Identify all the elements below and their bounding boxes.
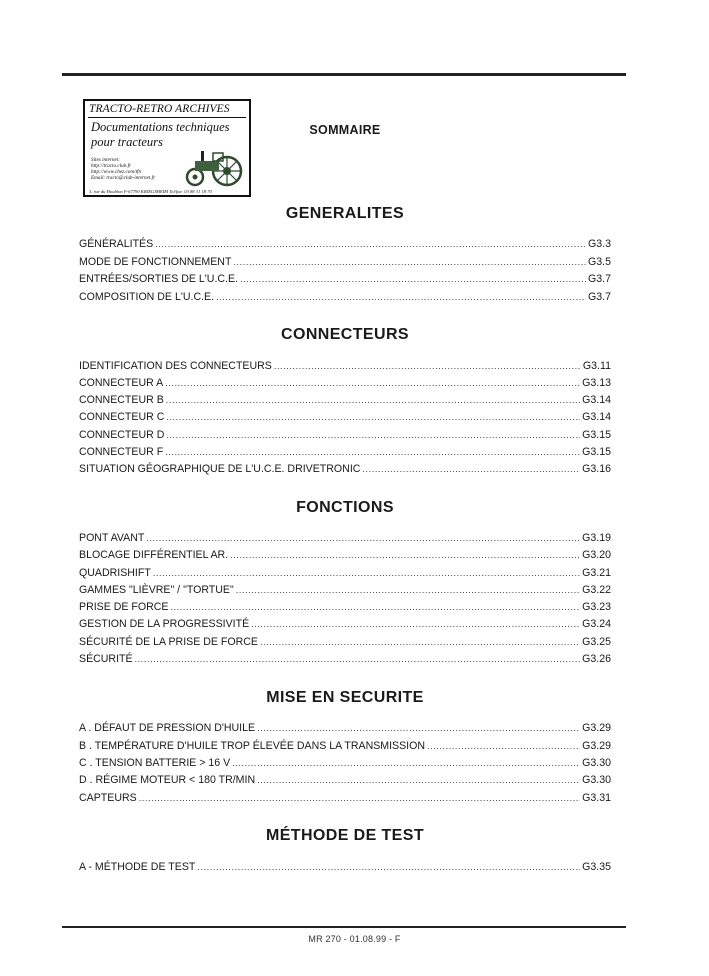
page-title: SOMMAIRE bbox=[309, 123, 381, 137]
toc-entry-page: G3.15 bbox=[582, 446, 611, 458]
toc-entry-page: G3.15 bbox=[582, 429, 611, 441]
toc-entry-page: G3.14 bbox=[582, 394, 611, 406]
toc-entry bbox=[79, 652, 611, 666]
dot-leader bbox=[251, 617, 580, 631]
toc-entry bbox=[79, 548, 611, 562]
toc-entry bbox=[79, 462, 611, 476]
dot-leader bbox=[170, 600, 580, 614]
toc-entry bbox=[79, 290, 611, 304]
toc-entry bbox=[79, 600, 611, 614]
toc-entry-label: A . DÉFAUT DE PRESSION D'HUILE bbox=[79, 722, 256, 734]
toc-entry bbox=[79, 359, 611, 373]
logo-site-2: http://www.chez.com/tfn bbox=[91, 169, 142, 175]
toc-entry-label: CONNECTEUR F bbox=[79, 446, 164, 458]
logo-sites-label: Sites internet: bbox=[91, 157, 120, 163]
dot-leader bbox=[230, 548, 580, 562]
logo-address: 3, rue du Houblon F-67790 KRIEGSHEIM Tel/fax: 03 88 31 18 70 bbox=[89, 189, 212, 194]
toc-entry-label: D . RÉGIME MOTEUR < 180 TR/MIN bbox=[79, 774, 256, 786]
logo-line-2: pour tracteurs bbox=[91, 135, 163, 149]
logo-email: Email: tracto@club-internet.fr bbox=[91, 175, 156, 181]
section-title-methode-de-test: MÉTHODE DE TEST bbox=[265, 827, 424, 844]
toc-entry-label: CAPTEURS bbox=[79, 792, 137, 804]
toc-entry-label: SÉCURITÉ bbox=[79, 653, 133, 665]
dot-leader bbox=[166, 393, 580, 407]
dot-leader bbox=[139, 791, 580, 805]
logo-divider bbox=[88, 117, 246, 118]
dot-leader bbox=[216, 290, 586, 304]
toc-entry bbox=[79, 410, 611, 424]
dot-leader bbox=[153, 566, 580, 580]
dot-leader bbox=[135, 652, 581, 666]
toc-entry-page: G3.3 bbox=[588, 238, 611, 250]
toc-entry-label: CONNECTEUR B bbox=[79, 394, 164, 406]
toc-entry bbox=[79, 393, 611, 407]
toc-entry-label: CONNECTEUR D bbox=[79, 429, 165, 441]
dot-leader bbox=[236, 583, 580, 597]
dot-leader bbox=[166, 410, 580, 424]
bottom-rule bbox=[62, 926, 626, 928]
toc-entry-page: G3.23 bbox=[582, 601, 611, 613]
logo-site-1: http://tracto.club.fr bbox=[91, 163, 132, 169]
toc-entry-label: B . TEMPÉRATURE D'HUILE TROP ÉLEVÉE DANS LA TRANSMISSION bbox=[79, 740, 426, 752]
section-title-fonctions: FONCTIONS bbox=[296, 499, 394, 516]
toc-entry-label: PONT AVANT bbox=[79, 532, 145, 544]
toc-entry-label: GÉNÉRALITÉS bbox=[79, 238, 154, 250]
toc-entry bbox=[79, 721, 611, 735]
toc-entry-label: MODE DE FONCTIONNEMENT bbox=[79, 256, 232, 268]
toc-entry-label: CONNECTEUR A bbox=[79, 377, 164, 389]
toc-entry bbox=[79, 531, 611, 545]
logo-line-1: Documentations techniques bbox=[91, 120, 230, 134]
toc-entry-page: G3.14 bbox=[582, 411, 611, 423]
toc-entry-page: G3.21 bbox=[582, 567, 611, 579]
toc-entry-label: C . TENSION BATTERIE > 16 V bbox=[79, 757, 231, 769]
dot-leader bbox=[165, 376, 580, 390]
dot-leader bbox=[274, 359, 581, 373]
toc-entry-page: G3.26 bbox=[582, 653, 611, 665]
toc-entry-page: G3.29 bbox=[582, 722, 611, 734]
tractor-icon bbox=[183, 145, 247, 187]
toc-entry-page: G3.11 bbox=[582, 360, 611, 372]
toc-entry bbox=[79, 428, 611, 442]
toc-entry-label: COMPOSITION DE L'U.C.E. bbox=[79, 291, 215, 303]
toc-entry-label: SITUATION GÉOGRAPHIQUE DE L'U.C.E. DRIVETRONIC bbox=[79, 463, 361, 475]
toc-entry-label: CONNECTEUR C bbox=[79, 411, 165, 423]
toc-entry-page: G3.35 bbox=[582, 861, 611, 873]
dot-leader bbox=[146, 531, 580, 545]
section-title-generalites: GENERALITES bbox=[285, 205, 405, 222]
section-title-connecteurs: CONNECTEURS bbox=[281, 326, 409, 343]
toc-entry bbox=[79, 739, 611, 753]
toc-entry bbox=[79, 445, 611, 459]
dot-leader bbox=[166, 428, 580, 442]
toc-entry-label: IDENTIFICATION DES CONNECTEURS bbox=[79, 360, 272, 372]
toc-entry bbox=[79, 272, 611, 286]
toc-entry-page: G3.24 bbox=[582, 618, 611, 630]
toc-entry-label: BLOCAGE DIFFÉRENTIEL AR. bbox=[79, 549, 229, 561]
toc-entry-label: A - MÉTHODE DE TEST bbox=[79, 861, 196, 873]
toc-entry-label: SÉCURITÉ DE LA PRISE DE FORCE bbox=[79, 636, 258, 648]
toc-entry bbox=[79, 756, 611, 770]
toc-entry bbox=[79, 255, 611, 269]
toc-entry bbox=[79, 617, 611, 631]
toc-entry bbox=[79, 635, 611, 649]
toc-entry-label: GESTION DE LA PROGRESSIVITÉ bbox=[79, 618, 250, 630]
dot-leader bbox=[197, 860, 580, 874]
toc-entry-page: G3.29 bbox=[582, 740, 611, 752]
toc-entry bbox=[79, 583, 611, 597]
toc-entry-page: G3.7 bbox=[588, 273, 611, 285]
toc-entry-label: GAMMES "LIÈVRE" / "TORTUE" bbox=[79, 584, 234, 596]
archive-logo-stamp bbox=[83, 99, 251, 197]
toc-entry-page: G3.13 bbox=[582, 377, 611, 389]
toc-entry-page: G3.31 bbox=[582, 792, 611, 804]
dot-leader bbox=[257, 773, 580, 787]
toc-entry-label: PRISE DE FORCE bbox=[79, 601, 169, 613]
toc-entry-page: G3.25 bbox=[582, 636, 611, 648]
toc-entry bbox=[79, 566, 611, 580]
dot-leader bbox=[260, 635, 580, 649]
toc-entry bbox=[79, 237, 611, 251]
toc-entry-page: G3.30 bbox=[582, 757, 611, 769]
section-title-mise-en-securite: MISE EN SECURITE bbox=[266, 689, 424, 706]
toc-entry-page: G3.30 bbox=[582, 774, 611, 786]
dot-leader bbox=[427, 739, 580, 753]
toc-entry-page: G3.5 bbox=[588, 256, 611, 268]
dot-leader bbox=[257, 721, 580, 735]
toc-entry-page: G3.7 bbox=[588, 291, 611, 303]
toc-entry bbox=[79, 376, 611, 390]
toc-entry-page: G3.22 bbox=[582, 584, 611, 596]
dot-leader bbox=[233, 255, 586, 269]
toc-entry-page: G3.20 bbox=[582, 549, 611, 561]
logo-title: TRACTO-RETRO ARCHIVES bbox=[89, 103, 230, 115]
dot-leader bbox=[155, 237, 586, 251]
toc-entry-label: QUADRISHIFT bbox=[79, 567, 151, 579]
toc-entry bbox=[79, 773, 611, 787]
dot-leader bbox=[362, 462, 580, 476]
dot-leader bbox=[240, 272, 586, 286]
toc-entry-page: G3.19 bbox=[582, 532, 611, 544]
toc-entry-page: G3.16 bbox=[582, 463, 611, 475]
toc-entry bbox=[79, 791, 611, 805]
dot-leader bbox=[165, 445, 580, 459]
dot-leader bbox=[232, 756, 580, 770]
page-footer: MR 270 - 01.08.99 - F bbox=[308, 934, 401, 944]
top-rule bbox=[62, 73, 626, 76]
toc-entry-label: ENTRÉES/SORTIES DE L'U.C.E. bbox=[79, 273, 239, 285]
toc-entry bbox=[79, 860, 611, 874]
